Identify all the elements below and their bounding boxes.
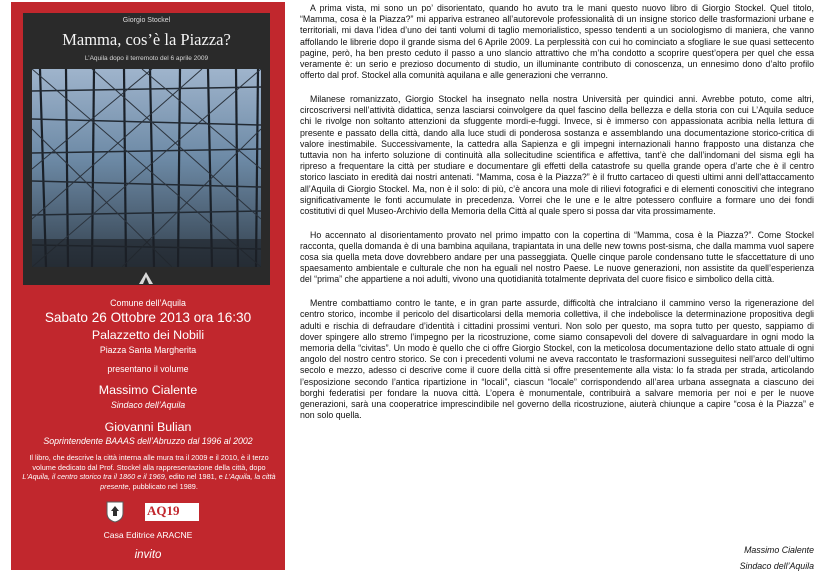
presenter-1-name: Massimo Cialente <box>98 383 198 397</box>
article-paragraph-4: Mentre combattiamo contro le tante, e in gran parte assurde, difficoltà che intralciano il cammino verso la rigenerazione del centro storico, incombe il pericolo del disarticolarsi della memoria collettiva, il che indebolisce la determinazione propositiva degli adulti e rischia di defraudare d’identità i cittadini prossimi venturi. Non solo per questo, ma sopra tutto per questo, sappiamo di dover spingere allo stremo l’impegno per la ricostruzione, come siamo consapevoli del dovere di salvaguardare in ogni modo la memoria della “civitas”. Un modo è quello che ci offre Giorgio Stockel, con la meticolosa documentazione dello stato attuale di ogni angolo del nostro centro storico. Se con i precedenti volumi ne aveva raccontato le trasformazioni susseguitesi nell’arco dell’ultimo secolo e mezzo, adesso ci descrive come il cuore della città si offre presentemente alla vista: lo fa strada per strada, articolando l’esposizione secondo l’antica ripartizione in “locali”, ciascun “locale” corrispondendo all’area urbana assegnata a ciascuno dei borghi federatisi per fondare la nuova città. L’opera è monumentale, contribuirà a salvare memoria per noi e per le nuove generazioni, sarà una cooperatrice imprescindibile nel governo della ricostruzione, aiuterà chiunque a capire “cosa è la Piazza” e non solo quella. <box>300 298 814 421</box>
article-paragraph-1: A prima vista, mi sono un po’ disorientato, quando ho avuto tra le mani questo nuovo libro di Giorgio Stockel. Quel titolo, “Mamma, cosa è la Piazza?” mi appariva estraneo all’autorevole professionalità di un insigne storico delle trasformazioni urbane e territoriali, mi dava l’idea d’uno dei tanti volumi di taglio memorialistico, spesso tendenti a un sociologismo di maniera, che vanno affollando le librerie dopo il grande sisma del 6 Aprile 2009. La perplessità con cui ho cominciato a sfogliare le sue quasi settecento pagine, però, ha ben presto ceduto il passo a uno slancio attrattivo che m’ha condotto a scoprire quest’opera per quel che essa veramente è: un serio e prezioso documento di studio, un illuminante contributo di conoscenza, un ennesimo dono d’alto profilo offerto dal prof. Stockel alla comunità aquilana e alle generazioni che verranno. <box>300 3 814 81</box>
invito-label: invito <box>134 549 162 561</box>
cover-author: Giorgio Stockel <box>122 17 171 24</box>
aq19-logo-text: AQ19 <box>147 503 180 518</box>
previous-book-title-1: L’Aquila, il centro storico tra il 1860 e il 1969 <box>22 472 165 482</box>
cover-subtitle: L’Aquila dopo il terremoto del 6 aprile 2009 <box>84 55 209 62</box>
signature-role: Sindaco dell’Aquila <box>739 561 814 571</box>
presenter-2-role: Soprintendente BAAAS dell’Abruzzo dal 1996 al 2002 <box>43 436 253 446</box>
cover-photo-scaffolding <box>32 69 261 267</box>
article-paragraph-2: Milanese romanizzato, Giorgio Stockel ha insegnato nella nostra Università per quindici anni. Avrebbe potuto, come altri, circoscriversi nell’attività didattica, senza lasciarsi coinvolgere da quel fascino della bellezza e della storia con cui L’Aquila seduce chi le rivolge non soltanto attenzioni da sfuggente mordi-e-fuggi. Invece, si è immerso con appassionata acribia nella lettura di presente e passato della città, dando alla luce studi di ponderosa sostanza e assemblando una documentazione storico-critica di valore inestimabile. Successivamente, la cattedra alla Sapienza e gli impegni internazionali hanno frapposto una distanza che tuttavia non ha inferto soluzione di continuità alla sollecitudine scientifica e affettiva, tant’è che dall’indomani del sisma egli ha ripreso a frequentare la città per studiare e documentare gli effetti della catastrofe su quella grande opera d’arte che è il centro storico lasciato in eredità dai nostri antenati. “Mamma, cosa è la Piazza?” è il frutto cartaceo di questi ultimi anni dell’attaccamento all’Aquila di Giorgio Stockel. Ma, non è il solo: di più, c’è ancora una mole di rilievi fotografici e di elementi conoscitivi che integrano significativamente le fonti accumulate in precedenza. Vorrei che le une e le altre potessero confluire a formare uno dei fondi costitutivi di quel Museo-Archivio della Memoria della Città al quale spero si possa dar vita prossimamente. <box>300 93 814 216</box>
event-venue: Palazzetto dei Nobili <box>91 328 205 342</box>
city-crest-icon <box>106 501 124 523</box>
event-square: Piazza Santa Margherita <box>99 345 197 355</box>
organizer: Comune dell’Aquila <box>110 298 186 308</box>
previous-book-title-2: L’Aquila, la città presente <box>100 472 276 491</box>
presenter-2-name: Giovanni Bulian <box>104 420 192 434</box>
presents-label: presentano il volume <box>107 364 189 374</box>
book-cover <box>23 13 270 285</box>
article-paragraph-3: Ho accennato al disorientamento provato nel primo impatto con la copertina di “Mamma, cosa è la Piazza?”. Come Stockel racconta, quella domanda è di una bambina aquilana, trapiantata in una delle new towns post-sisma, che dalla mamma vuol sapere cosa sia quella meta dove dovrebbero andare per una passeggiata. Quelle cinque parole condensano tutte le sfaccettature di uno spaesamento ambientale e culturale che non ha eguali nel nostro Paese. Le nuove generazioni, non assistite da quell’esperienza del “prima” che appartiene a noi adulti, vivono una quotidianità totalmente deprivata del cuore fisico e simbolico della città. <box>300 229 814 285</box>
aq19-logo <box>145 503 199 521</box>
event-date-time: Sabato 26 Ottobre 2013 ora 16:30 <box>44 310 252 325</box>
publisher-logo-icon <box>138 271 154 283</box>
cover-title: Mamma, cos’è la Piazza? <box>62 30 231 49</box>
article-body <box>300 3 814 434</box>
publisher: Casa Editrice ARACNE <box>103 530 193 540</box>
book-description: Il libro, che descrive la città interna alle mura tra il 2009 e il 2010, è il terzo volume dedicato dal Prof. Stockel alla rappresentazione della città, dopo L’Aquila, il centro storico tra il 1860 e il 1969, edito nel 1981, e L’Aquila, la città presente, pubblicato nel 1989. <box>22 453 276 491</box>
signature-name: Massimo Cialente <box>744 545 814 555</box>
presenter-1-role: Sindaco dell’Aquila <box>110 400 186 410</box>
invitation-panel <box>11 2 285 570</box>
